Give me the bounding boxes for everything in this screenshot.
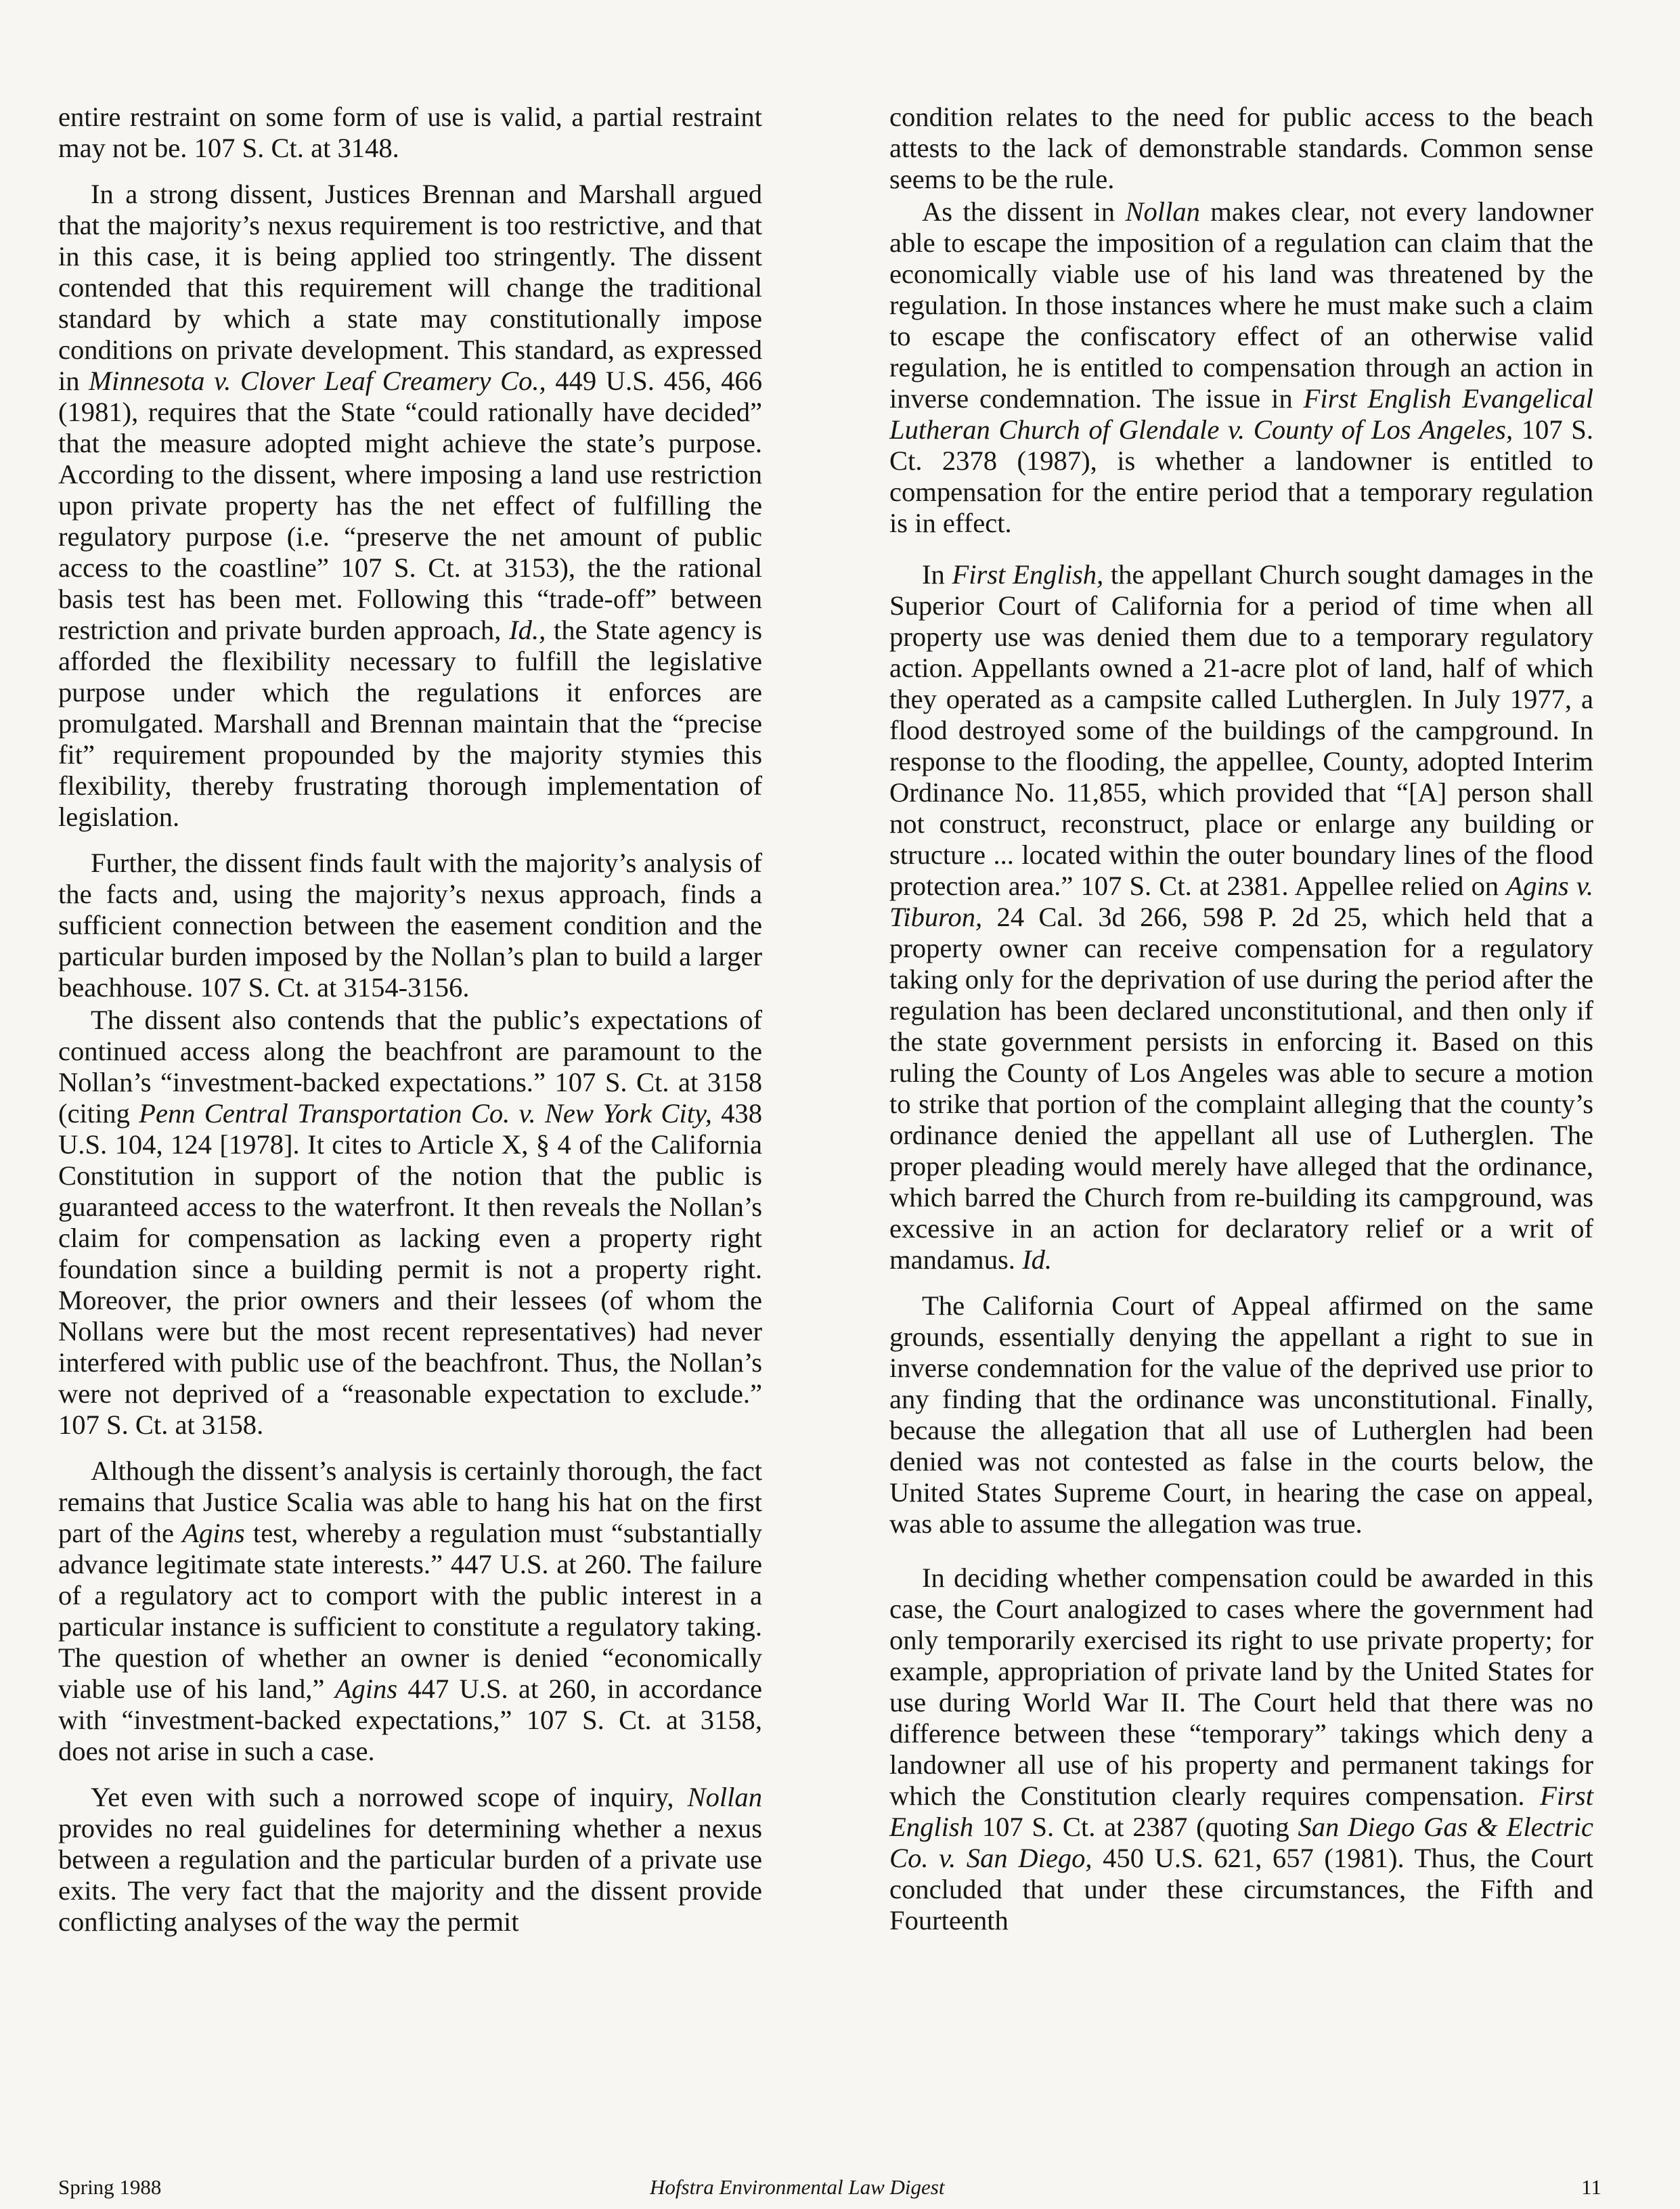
footer-page-number: 11	[1581, 2175, 1601, 2199]
page-footer	[58, 2175, 1601, 2202]
footer-issue: Spring 1988	[58, 2175, 162, 2199]
right-paragraph-2: As the dissent in Nollan makes clear, not every landowner able to escape the imposition of a regulation can claim that the economically viable use of his land was threatened by the regulation. In those instances where he must make such a claim to escape the confiscatory effect of an otherwise valid regulation, he is entitled to compensation through an action in inverse condemnation. The issue in First English Evangelical Lutheran Church of Glendale v. County of Los Angeles, 107 S. Ct. 2378 (1987), is whether a landowner is entitled to compensation for the entire period that a temporary regulation is in effect.	[889, 196, 1594, 538]
italic-citation: Minnesota v. Clover Leaf Creamery Co.,	[89, 366, 546, 396]
left-paragraph-5: Although the dissent’s analysis is certainly thorough, the fact remains that Justice Scalia was able to hang his hat on the first part of the Agins test, whereby a regulation must “substantially advance legitimate state interests.” 447 U.S. at 260. The failure of a regulatory act to comport with the public interest in a particular instance is sufficient to constitute a regulatory taking. The question of whether an owner is denied “economically viable use of his land,” Agins 447 U.S. at 260, in accordance with “investment-backed expectations,” 107 S. Ct. at 3158, does not arise in such a case.	[58, 1456, 763, 1766]
left-paragraph-4: The dissent also contends that the public’s expectations of continued access along the beachfront are paramount to the Nollan’s “investment-backed expectations.” 107 S. Ct. at 3158 (citing Penn Central Transportation Co. v. New York City, 438 U.S. 104, 124 [1978]. It cites to Article X, § 4 of the California Constitution in support of the notion that the public is guaranteed access to the waterfront. It then reveals the Nollan’s claim for compensation as lacking even a property right foundation since a building permit is not a property right. Moreover, the prior owners and their lessees (of whom the Nollans were but the most recent representatives) had never interfered with public use of the beachfront. Thus, the Nollan’s were not deprived of a “reasonable expectation to exclude.” 107 S. Ct. at 3158.	[58, 1005, 762, 1440]
italic-citation: Nollan	[1125, 196, 1200, 227]
left-paragraph-6: Yet even with such a norrowed scope of inquiry, Nollan provides no real guidelines for determining whether a nexus between a regulation and the particular burden of a private use exits. The very fact that the majority and the dissent provide conflicting analyses of the way the permit	[58, 1782, 762, 1937]
italic-citation: Penn Central Transportation Co. v. New York City,	[139, 1098, 712, 1129]
right-paragraph-3: In First English, the appellant Church sought damages in the Superior Court of California for a period of time when all property use was denied them due to a temporary regulatory action. Appellants owned a 21-acre plot of land, half of which they operated as a campsite called Lutherglen. In July 1977, a flood destroyed some of the buildings of the campground. In response to the flooding, the appellee, County, adopted Interim Ordinance No. 11,855, which provided that “[A] person shall not construct, reconstruct, place or enlarge any building or structure ... located within the outer boundary lines of the flood protection area.” 107 S. Ct. at 2381. Appellee relied on Agins v. Tiburon, 24 Cal. 3d 266, 598 P. 2d 25, which held that a property owner can receive compensation for a regulatory taking only for the deprivation of use during the period after the regulation has been declared unconstitutional, and then only if the state government persists in enforcing it. Based on this ruling the County of Los Angeles was able to secure a motion to strike that portion of the complaint alleging that the county’s ordinance denied the appellant all use of Lutherglen. The proper pleading would merely have alleged that the ordinance, which barred the Church from re-building its campground, was excessive in an action for declaratory relief or a writ of mandamus. Id.	[889, 559, 1593, 1275]
footer-journal-title: Hofstra Environmental Law Digest	[650, 2175, 945, 2199]
italic-citation: Agins	[182, 1518, 245, 1548]
italic-citation: Agins v. Tiburon,	[889, 871, 1593, 932]
italic-citation: Id.,	[509, 615, 546, 645]
left-column	[58, 102, 762, 1951]
left-paragraph-2: In a strong dissent, Justices Brennan and Marshall argued that the majority’s nexus requirement is too restrictive, and that in this case, it is being applied too stringently. The dissent contended that this requirement will change the traditional standard by which a state may constitutionally impose conditions on private development. This standard, as expressed in Minnesota v. Clover Leaf Creamery Co., 449 U.S. 456, 466 (1981), requires that the State “could rationally have decided” that the measure adopted might achieve the state’s purpose. According to the dissent, where imposing a land use restriction upon private property has the net effect of fulfilling the regulatory purpose (i.e. “preserve the net amount of public access to the coastline” 107 S. Ct. at 3153), the the rational basis test has been met. Following this “trade-off” between restriction and private burden approach, Id., the State agency is afforded the flexibility necessary to fulfill the legislative purpose under which the regulations it enforces are promulgated. Marshall and Brennan maintain that the “precise fit” requirement propounded by the majority stymies this flexibility, thereby frustrating thorough implementation of legislation.	[58, 179, 762, 832]
italic-citation: First English Evangelical Lutheran Church of Glendale v. County of Los Angeles,	[889, 383, 1594, 445]
italic-citation: San Diego Gas & Electric Co. v. San Diego,	[889, 1812, 1593, 1873]
right-paragraph-1: condition relates to the need for public access to the beach attests to the lack of demonstrable standards. Common sense seems to be the rule.	[889, 102, 1593, 194]
right-column	[889, 102, 1593, 1950]
italic-citation: First English,	[952, 559, 1104, 590]
left-paragraph-3: Further, the dissent finds fault with the majority’s analysis of the facts and, using the majority’s nexus approach, finds a sufficient connection between the easement condition and the particular burden imposed by the Nollan’s plan to build a larger beachhouse. 107 S. Ct. at 3154-3156.	[58, 848, 762, 1003]
left-paragraph-1: entire restraint on some form of use is valid, a partial restraint may not be. 107 S. Ct. at 3148.	[58, 102, 762, 163]
italic-citation: Agins	[334, 1674, 398, 1704]
italic-citation: Id.	[1022, 1244, 1053, 1275]
italic-citation: Nollan	[687, 1782, 762, 1812]
right-paragraph-4: The California Court of Appeal affirmed on the same grounds, essentially denying the appellant a right to sue in inverse condemnation for the value of the deprived use prior to any finding that the ordinance was unconstitutional. Finally, because the allegation that all use of Lutherglen had been denied was not contested as false in the courts below, the United States Supreme Court, in hearing the case on appeal, was able to assume the allegation was true.	[889, 1290, 1593, 1539]
right-paragraph-5: In deciding whether compensation could be awarded in this case, the Court analogized to cases where the government had only temporarily exercised its right to use private property; for example, appropriation of private land by the United States for use during World War II. The Court held that there was no difference between these “temporary” takings which deny a landowner all use of his property and permanent takings for which the Constitution clearly requires compensation. First English 107 S. Ct. at 2387 (quoting San Diego Gas & Electric Co. v. San Diego, 450 U.S. 621, 657 (1981). Thus, the Court concluded that under these circumstances, the Fifth and Fourteenth	[889, 1562, 1593, 1935]
italic-citation: First English	[889, 1780, 1593, 1842]
